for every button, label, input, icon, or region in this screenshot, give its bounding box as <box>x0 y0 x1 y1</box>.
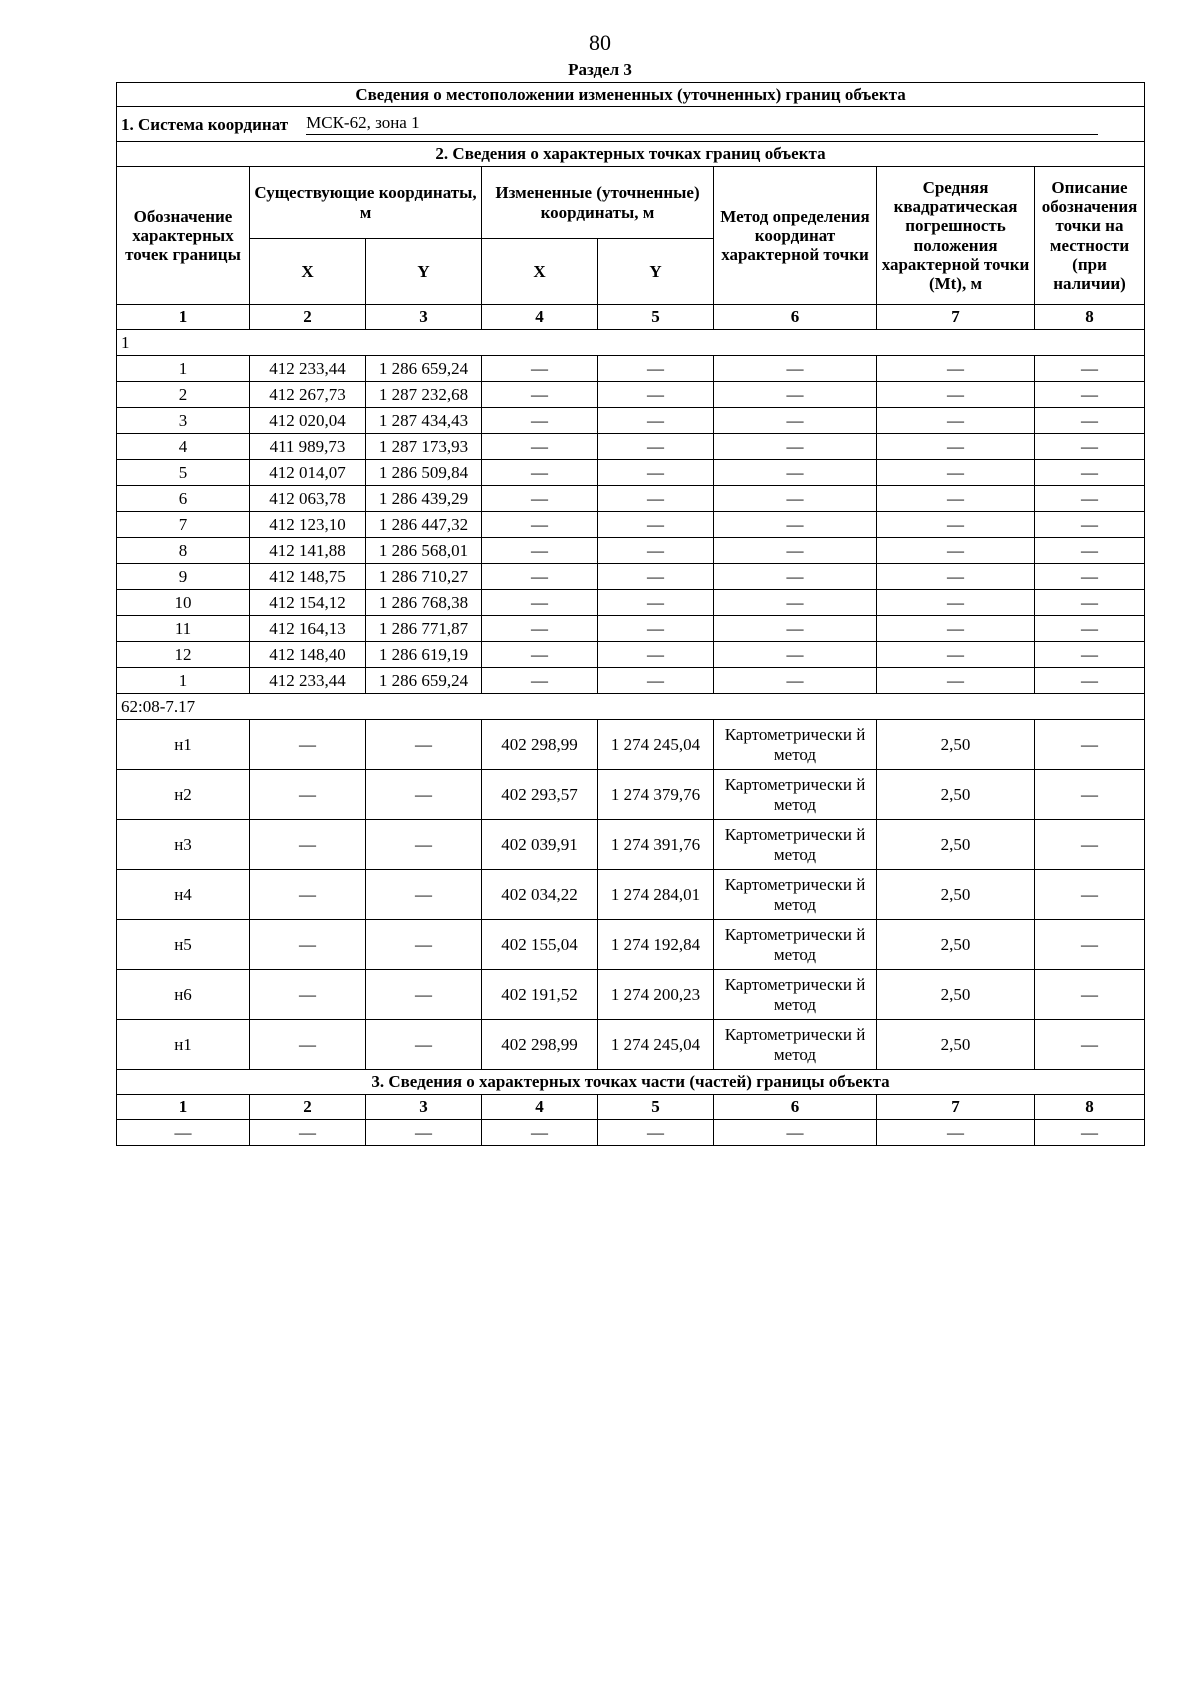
group-label: 62:08-7.17 <box>117 694 1145 720</box>
table-cell: — <box>714 434 877 460</box>
table-cell: — <box>366 720 482 770</box>
table-cell: — <box>1035 460 1145 486</box>
column-number: 6 <box>714 1095 877 1120</box>
coord-system-value: МСК-62, зона 1 <box>306 113 1098 134</box>
table-row <box>117 538 1145 564</box>
method-cell: Картометрически й метод <box>714 720 877 770</box>
table-cell: — <box>482 538 598 564</box>
table-cell: — <box>482 382 598 408</box>
table-cell: — <box>714 512 877 538</box>
table-cell: 1 286 619,19 <box>366 642 482 668</box>
table-cell: 10 <box>117 590 250 616</box>
table-row <box>117 720 1145 770</box>
table-cell: — <box>598 616 714 642</box>
table-cell: — <box>1035 770 1145 820</box>
table-cell: — <box>714 538 877 564</box>
table-row <box>117 382 1145 408</box>
table-cell: 2,50 <box>877 720 1035 770</box>
table-cell: — <box>714 668 877 694</box>
table-row <box>117 920 1145 970</box>
header-error: Средняя квадратическая погрешность положения характерной точки (Mt), м <box>877 167 1035 305</box>
table-cell: — <box>877 538 1035 564</box>
method-cell: Картометрически й метод <box>714 920 877 970</box>
table-cell: — <box>714 460 877 486</box>
group-label: 1 <box>117 330 1145 356</box>
table-cell: н4 <box>117 870 250 920</box>
table-cell: 1 274 379,76 <box>598 770 714 820</box>
table-cell: — <box>714 382 877 408</box>
group-label-row <box>117 330 1145 356</box>
table-cell: 412 148,40 <box>250 642 366 668</box>
column-numbers-row <box>117 1095 1145 1120</box>
table-cell: 412 014,07 <box>250 460 366 486</box>
column-number: 2 <box>250 305 366 330</box>
table-cell: — <box>1035 642 1145 668</box>
table-row <box>117 1020 1145 1070</box>
table-cell: — <box>598 642 714 668</box>
table-cell: 2,50 <box>877 1020 1035 1070</box>
table-cell: 1 <box>117 668 250 694</box>
table-cell: — <box>250 870 366 920</box>
table-cell: 1 287 173,93 <box>366 434 482 460</box>
table-cell: — <box>598 382 714 408</box>
table-cell: 402 039,91 <box>482 820 598 870</box>
table-cell: 1 274 245,04 <box>598 720 714 770</box>
table-cell: — <box>482 590 598 616</box>
table-cell: — <box>482 668 598 694</box>
table-cell: — <box>877 460 1035 486</box>
table-cell: — <box>598 434 714 460</box>
table-cell: 1 286 447,32 <box>366 512 482 538</box>
table-row <box>117 820 1145 870</box>
table-cell: н3 <box>117 820 250 870</box>
method-cell: Картометрически й метод <box>714 770 877 820</box>
table-cell: — <box>1035 512 1145 538</box>
table-row <box>117 564 1145 590</box>
table-cell: 402 298,99 <box>482 1020 598 1070</box>
table-cell: 402 293,57 <box>482 770 598 820</box>
table-cell: 412 154,12 <box>250 590 366 616</box>
table-cell: — <box>714 590 877 616</box>
table-row <box>117 642 1145 668</box>
table-cell: 1 287 232,68 <box>366 382 482 408</box>
table-cell: 412 267,73 <box>250 382 366 408</box>
table-cell: — <box>1035 486 1145 512</box>
table-cell: — <box>482 434 598 460</box>
header-method: Метод определения координат характерной точки <box>714 167 877 305</box>
table-cell: — <box>366 770 482 820</box>
table-cell: 7 <box>117 512 250 538</box>
table-cell: — <box>482 616 598 642</box>
table-cell: 2,50 <box>877 770 1035 820</box>
subtitle-row <box>117 1070 1145 1095</box>
table-cell: 4 <box>117 434 250 460</box>
group-label-row <box>117 694 1145 720</box>
table-cell: — <box>598 564 714 590</box>
table-cell: — <box>714 616 877 642</box>
table-cell: — <box>250 1020 366 1070</box>
table-row <box>117 668 1145 694</box>
table-cell: — <box>877 382 1035 408</box>
table-cell: 412 063,78 <box>250 486 366 512</box>
table-cell: 402 034,22 <box>482 870 598 920</box>
table-cell: — <box>1035 356 1145 382</box>
table-cell: 9 <box>117 564 250 590</box>
table-cell: — <box>366 870 482 920</box>
table-cell: 2,50 <box>877 920 1035 970</box>
table-cell: 1 274 192,84 <box>598 920 714 970</box>
table-cell: — <box>598 668 714 694</box>
header-changed-x: X <box>482 239 598 305</box>
table-cell: — <box>1035 1120 1145 1146</box>
boundary-table <box>116 82 1145 1146</box>
table-cell: — <box>1035 970 1145 1020</box>
table-cell: — <box>482 356 598 382</box>
table-cell: 412 141,88 <box>250 538 366 564</box>
table-cell: 8 <box>117 538 250 564</box>
table-cell: — <box>598 538 714 564</box>
method-cell: Картометрически й метод <box>714 970 877 1020</box>
table-cell: — <box>877 512 1035 538</box>
column-number: 2 <box>250 1095 366 1120</box>
table-cell: — <box>482 1120 598 1146</box>
table-cell: — <box>250 970 366 1020</box>
header-row <box>117 167 1145 239</box>
table-cell: 411 989,73 <box>250 434 366 460</box>
table-cell: 1 274 284,01 <box>598 870 714 920</box>
table-cell: 1 286 768,38 <box>366 590 482 616</box>
table-cell: — <box>714 408 877 434</box>
table-cell: — <box>1035 538 1145 564</box>
header-existing-y: Y <box>366 239 482 305</box>
column-number: 6 <box>714 305 877 330</box>
table-cell: 6 <box>117 486 250 512</box>
table-cell: 412 148,75 <box>250 564 366 590</box>
table-cell: — <box>1035 564 1145 590</box>
table-cell: — <box>598 590 714 616</box>
table-cell: — <box>598 1120 714 1146</box>
method-cell: Картометрически й метод <box>714 1020 877 1070</box>
column-number: 4 <box>482 1095 598 1120</box>
table-cell: — <box>366 970 482 1020</box>
table-row <box>117 356 1145 382</box>
table-cell: — <box>714 356 877 382</box>
table-row <box>117 512 1145 538</box>
table-cell: — <box>366 820 482 870</box>
table-cell: — <box>877 616 1035 642</box>
table-cell: — <box>250 920 366 970</box>
table-cell: — <box>714 642 877 668</box>
table-cell: 2,50 <box>877 820 1035 870</box>
table-cell: 412 123,10 <box>250 512 366 538</box>
subtitle-row <box>117 142 1145 167</box>
table-cell: — <box>877 408 1035 434</box>
table-cell: н1 <box>117 1020 250 1070</box>
section3-subtitle: 3. Сведения о характерных точках части (частей) границы объекта <box>117 1070 1145 1095</box>
table-cell: — <box>366 920 482 970</box>
table-cell: 1 286 710,27 <box>366 564 482 590</box>
column-number: 1 <box>117 1095 250 1120</box>
table-cell: 1 <box>117 356 250 382</box>
table-cell: 1 286 771,87 <box>366 616 482 642</box>
column-number: 8 <box>1035 1095 1145 1120</box>
column-number: 5 <box>598 305 714 330</box>
table-cell: — <box>598 356 714 382</box>
table-cell: — <box>877 356 1035 382</box>
table-cell: — <box>714 564 877 590</box>
coord-system-row <box>117 107 1145 142</box>
table-cell: 1 274 200,23 <box>598 970 714 1020</box>
table-cell: 412 164,13 <box>250 616 366 642</box>
section2-subtitle: 2. Сведения о характерных точках границ объекта <box>117 142 1145 167</box>
table-cell: — <box>1035 590 1145 616</box>
column-numbers-row <box>117 305 1145 330</box>
table-cell: — <box>877 564 1035 590</box>
column-number: 4 <box>482 305 598 330</box>
table-cell: 1 274 245,04 <box>598 1020 714 1070</box>
table-row <box>117 616 1145 642</box>
table-cell: — <box>1035 920 1145 970</box>
table-cell: 11 <box>117 616 250 642</box>
table-cell: — <box>1035 616 1145 642</box>
table-cell: 412 020,04 <box>250 408 366 434</box>
table-row <box>117 434 1145 460</box>
table-cell: — <box>482 564 598 590</box>
method-cell: Картометрически й метод <box>714 820 877 870</box>
column-number: 8 <box>1035 305 1145 330</box>
table-cell: 1 286 659,24 <box>366 356 482 382</box>
header-changed-coords: Измененные (уточненные) координаты, м <box>482 167 714 239</box>
table-row <box>117 970 1145 1020</box>
column-number: 7 <box>877 1095 1035 1120</box>
table-cell: — <box>598 460 714 486</box>
table-cell: — <box>1035 1020 1145 1070</box>
table-cell: — <box>598 408 714 434</box>
page-number: 80 <box>589 30 611 55</box>
table-cell: — <box>482 642 598 668</box>
table-cell: — <box>1035 382 1145 408</box>
table-cell: 1 286 509,84 <box>366 460 482 486</box>
header-existing-coords: Существующие координаты, м <box>250 167 482 239</box>
table-cell: 1 274 391,76 <box>598 820 714 870</box>
section-label: Раздел 3 <box>568 60 632 79</box>
table-cell: — <box>877 434 1035 460</box>
table-cell: — <box>598 486 714 512</box>
table-row <box>117 486 1145 512</box>
table-cell: — <box>877 642 1035 668</box>
table-row <box>117 770 1145 820</box>
table-row <box>117 1120 1145 1146</box>
column-number: 3 <box>366 305 482 330</box>
table-cell: 5 <box>117 460 250 486</box>
table-cell: — <box>482 408 598 434</box>
table-cell: 3 <box>117 408 250 434</box>
table-cell: 412 233,44 <box>250 356 366 382</box>
table-cell: — <box>366 1020 482 1070</box>
table-cell: н2 <box>117 770 250 820</box>
table-cell: н1 <box>117 720 250 770</box>
table-cell: н6 <box>117 970 250 1020</box>
table-cell: — <box>250 1120 366 1146</box>
header-description: Описание обозначения точки на местности (при наличии) <box>1035 167 1145 305</box>
table-cell: — <box>366 1120 482 1146</box>
table-title: Сведения о местоположении измененных (уточненных) границ объекта <box>117 83 1145 107</box>
table-cell: 1 286 568,01 <box>366 538 482 564</box>
column-number: 5 <box>598 1095 714 1120</box>
table-cell: — <box>877 486 1035 512</box>
table-row <box>117 460 1145 486</box>
table-row <box>117 408 1145 434</box>
table-cell: 2 <box>117 382 250 408</box>
table-cell: 12 <box>117 642 250 668</box>
table-cell: 1 286 439,29 <box>366 486 482 512</box>
table-cell: — <box>877 668 1035 694</box>
table-cell: — <box>1035 820 1145 870</box>
column-number: 1 <box>117 305 250 330</box>
table-cell: 412 233,44 <box>250 668 366 694</box>
table-cell: 2,50 <box>877 870 1035 920</box>
table-cell: — <box>1035 720 1145 770</box>
table-cell: — <box>714 1120 877 1146</box>
table-row <box>117 870 1145 920</box>
table-cell: — <box>1035 408 1145 434</box>
table-cell: — <box>1035 870 1145 920</box>
table-cell: — <box>877 1120 1035 1146</box>
table-cell: 402 191,52 <box>482 970 598 1020</box>
table-cell: — <box>598 512 714 538</box>
method-cell: Картометрически й метод <box>714 870 877 920</box>
table-cell: — <box>482 460 598 486</box>
table-cell: 1 287 434,43 <box>366 408 482 434</box>
table-cell: — <box>877 590 1035 616</box>
table-cell: — <box>250 770 366 820</box>
coord-system-label: 1. Система координат <box>121 115 289 135</box>
table-cell: — <box>250 720 366 770</box>
column-number: 3 <box>366 1095 482 1120</box>
table-cell: н5 <box>117 920 250 970</box>
table-cell: 402 298,99 <box>482 720 598 770</box>
column-number: 7 <box>877 305 1035 330</box>
header-changed-y: Y <box>598 239 714 305</box>
table-row <box>117 590 1145 616</box>
header-designation: Обозначение характерных точек границы <box>117 167 250 305</box>
table-cell: 402 155,04 <box>482 920 598 970</box>
table-cell: — <box>250 820 366 870</box>
table-cell: — <box>1035 668 1145 694</box>
header-existing-x: X <box>250 239 366 305</box>
table-cell: — <box>117 1120 250 1146</box>
table-cell: 1 286 659,24 <box>366 668 482 694</box>
table-cell: — <box>482 486 598 512</box>
table-cell: — <box>1035 434 1145 460</box>
table-cell: — <box>714 486 877 512</box>
table-title-row <box>117 83 1145 107</box>
table-cell: — <box>482 512 598 538</box>
table-cell: 2,50 <box>877 970 1035 1020</box>
